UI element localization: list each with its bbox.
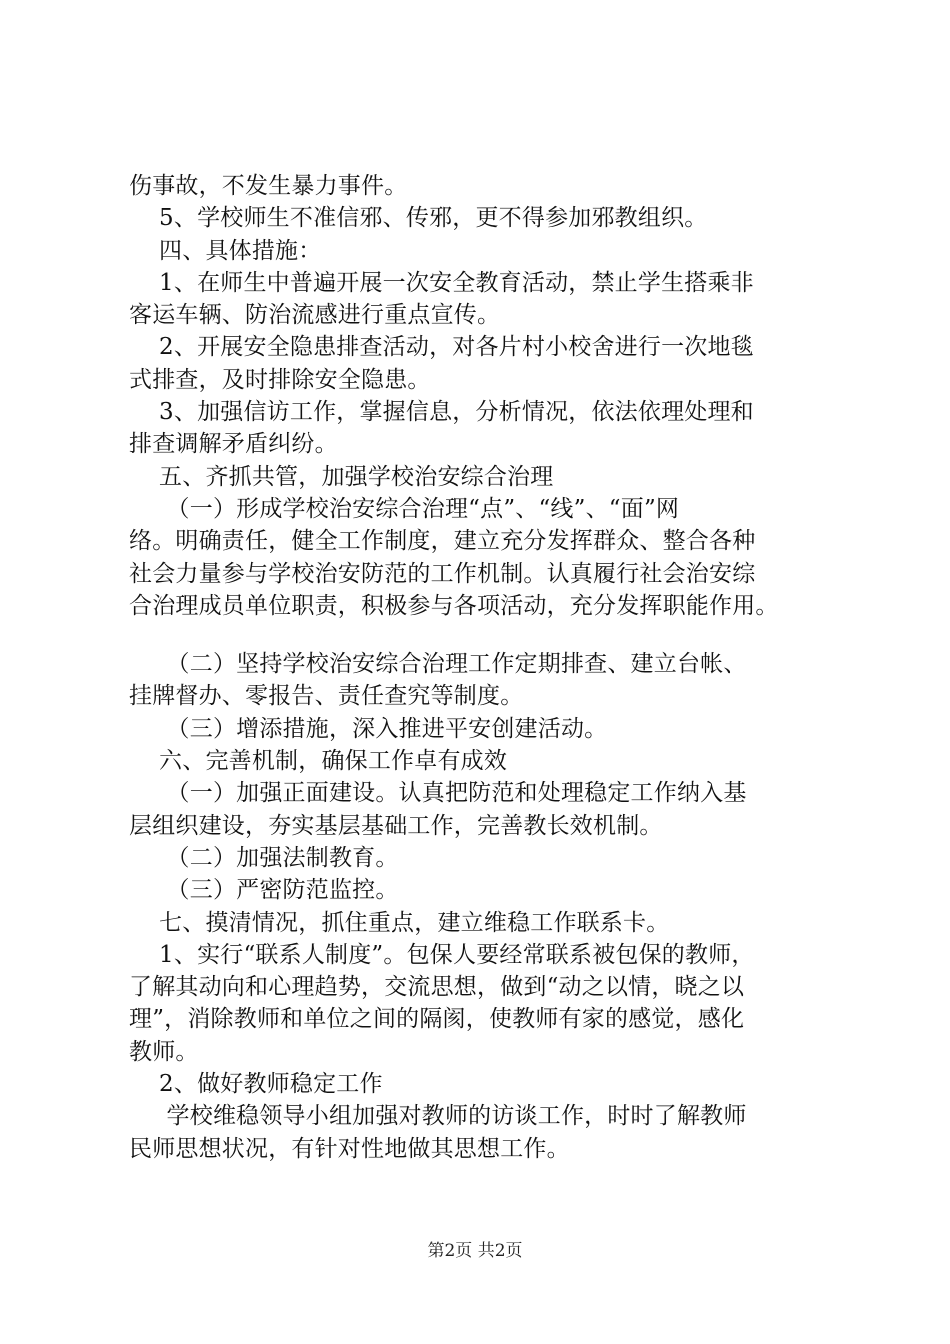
text-line: 络。明确责任，健全工作制度，建立充分发挥群众、整合各种	[129, 528, 756, 555]
section-heading: 六、完善机制，确保工作卓有成效	[129, 748, 508, 775]
text-line: 5、学校师生不准信邪、传邪，更不得参加邪教组织。	[129, 205, 708, 232]
text-line: 伤事故，不发生暴力事件。	[129, 173, 408, 199]
section-heading: 五、齐抓共管，加强学校治安综合治理	[129, 463, 554, 490]
text-line: 理”，消除教师和单位之间的隔阂，使教师有家的感觉，感化	[129, 1006, 745, 1033]
text-line: 排查调解矛盾纠纷。	[129, 431, 338, 458]
text-line: 2、开展安全隐患排查活动，对各片村小校舍进行一次地毯	[129, 334, 754, 361]
text-line: 合治理成员单位职责，积极参与各项活动，充分发挥职能作用。	[129, 592, 779, 619]
text-line: 挂牌督办、零报告、责任查究等制度。	[129, 683, 524, 710]
page-indicator: 第2页 共2页	[427, 1241, 523, 1261]
text-line: （一）形成学校治安综合治理“点”、“线”、“面”网	[129, 495, 680, 522]
text-line: 学校维稳领导小组加强对教师的访谈工作，时时了解教师	[129, 1103, 747, 1130]
text-line: 客运车辆、防治流感进行重点宣传。	[129, 302, 501, 329]
document-body	[129, 170, 849, 1165]
section-heading: 七、摸清情况，抓住重点，建立维稳工作联系卡。	[129, 909, 670, 936]
text-line: 社会力量参与学校治安防范的工作机制。认真履行社会治安综	[129, 560, 756, 587]
text-line: 教师。	[129, 1038, 199, 1065]
text-line: 式排查，及时排除安全隐患。	[129, 366, 431, 393]
text-line: 了解其动向和心理趋势，交流思想，做到“动之以情，晓之以	[129, 974, 745, 1001]
paragraph-gap	[129, 622, 849, 648]
text-line: （二）加强法制教育。	[129, 844, 399, 871]
text-line: （一）加强正面建设。认真把防范和处理稳定工作纳入基	[129, 780, 747, 807]
text-line: （二）坚持学校治安综合治理工作定期排查、建立台帐、	[129, 651, 747, 678]
text-line: 1、实行“联系人制度”。包保人要经常联系被包保的教师，	[129, 941, 755, 968]
text-line: （三）严密防范监控。	[129, 877, 399, 904]
text-line: 3、加强信访工作，掌握信息，分析情况，依法依理处理和	[129, 399, 754, 426]
text-line: 民师思想状况，有针对性地做其思想工作。	[129, 1135, 570, 1162]
text-line: 层组织建设，夯实基层基础工作，完善教长效机制。	[129, 812, 663, 839]
text-line: 2、做好教师稳定工作	[129, 1071, 383, 1098]
text-line: 1、在师生中普遍开展一次安全教育活动，禁止学生搭乘非	[129, 269, 754, 296]
text-line: （三）增添措施，深入推进平安创建活动。	[129, 715, 608, 742]
page-footer	[0, 1236, 950, 1261]
section-heading: 四、具体措施：	[129, 237, 322, 264]
